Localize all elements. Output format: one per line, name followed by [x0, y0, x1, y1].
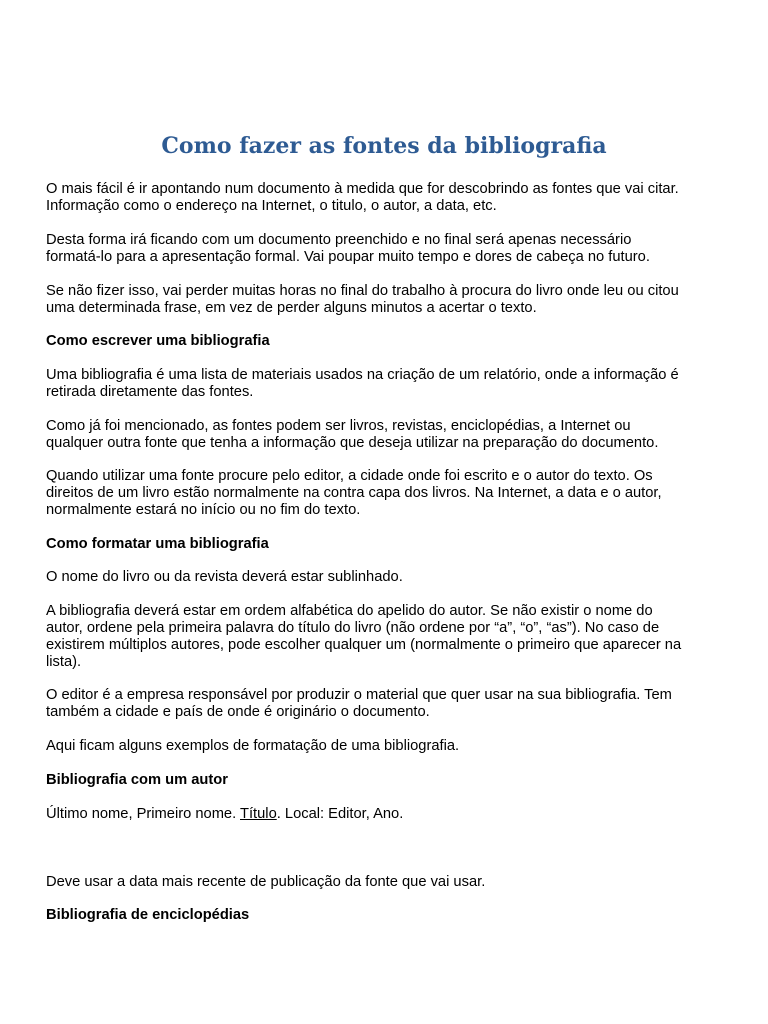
- citation-title-underlined: Título: [240, 806, 277, 822]
- text-line: também a cidade e país de onde é originário o documento.: [46, 704, 430, 720]
- text-line: O mais fácil é ir apontando num documento à medida que for descobrindo as fontes que vai citar.: [46, 181, 679, 197]
- section-heading: Como formatar uma bibliografia: [46, 536, 269, 552]
- section-heading: Como escrever uma bibliografia: [46, 333, 270, 349]
- text-line: normalmente estará no início ou no fim do texto.: [46, 502, 361, 518]
- text-line: lista).: [46, 654, 82, 670]
- paragraph: [46, 181, 736, 215]
- text-line: Quando utilizar uma fonte procure pelo editor, a cidade onde foi escrito e o autor do texto. Os: [46, 468, 653, 484]
- text-line: Se não fizer isso, vai perder muitas horas no final do trabalho à procura do livro onde leu ou citou: [46, 283, 679, 299]
- text-line: Informação como o endereço na Internet, o titulo, o autor, a data, etc.: [46, 198, 497, 214]
- text-line: autor, ordene pela primeira palavra do título do livro (não ordene por “a”, “o”, “as”). No caso de: [46, 620, 660, 636]
- text-line: O editor é a empresa responsável por produzir o material que quer usar na sua bibliografia. Tem: [46, 687, 672, 703]
- text-line: Uma bibliografia é uma lista de materiais usados na criação de um relatório, onde a informação é: [46, 367, 679, 383]
- text-line: retirada diretamente das fontes.: [46, 384, 254, 400]
- paragraph: [46, 603, 736, 671]
- text-line: A bibliografia deverá estar em ordem alfabética do apelido do autor. Se não existir o nome do: [46, 603, 653, 619]
- text-line: Como já foi mencionado, as fontes podem ser livros, revistas, enciclopédias, a Internet ou: [46, 418, 631, 434]
- citation-publication: . Local: Editor, Ano.: [276, 806, 404, 822]
- paragraph: [46, 367, 736, 401]
- paragraph: [46, 738, 736, 755]
- text-line: existirem múltiplos autores, pode escolher qualquer um (normalmente o primeiro que aparecer na: [46, 637, 682, 653]
- paragraph: [46, 468, 736, 519]
- text-line: uma determinada frase, em vez de perder alguns minutos a acertar o texto.: [46, 300, 537, 316]
- section-heading: Bibliografia com um autor: [46, 772, 228, 788]
- section-heading: Bibliografia de enciclopédias: [46, 907, 250, 923]
- paragraph: [46, 687, 736, 721]
- text-line: Deve usar a data mais recente de publicação da fonte que vai usar.: [46, 874, 486, 890]
- paragraph: [46, 418, 736, 452]
- citation-example: [46, 806, 736, 823]
- text-line: O nome do livro ou da revista deverá estar sublinhado.: [46, 569, 403, 585]
- citation-author: Último nome, Primeiro nome.: [46, 806, 240, 822]
- text-line: formatá-lo para a apresentação formal. Vai poupar muito tempo e dores de cabeça no futuro.: [46, 249, 650, 265]
- paragraph: [46, 283, 736, 317]
- paragraph: [46, 569, 736, 586]
- text-line: Desta forma irá ficando com um documento preenchido e no final será apenas necessário: [46, 232, 632, 248]
- paragraph: [46, 232, 736, 266]
- text-line: qualquer outra fonte que tenha a informação que deseja utilizar na preparação do documento.: [46, 435, 659, 451]
- text-line: direitos de um livro estão normalmente na contra capa dos livros. Na Internet, a data e o autor,: [46, 485, 662, 501]
- page-title: Como fazer as fontes da bibliografia: [161, 133, 607, 159]
- text-line: Aqui ficam alguns exemplos de formatação de uma bibliografia.: [46, 738, 460, 754]
- paragraph: [46, 874, 736, 891]
